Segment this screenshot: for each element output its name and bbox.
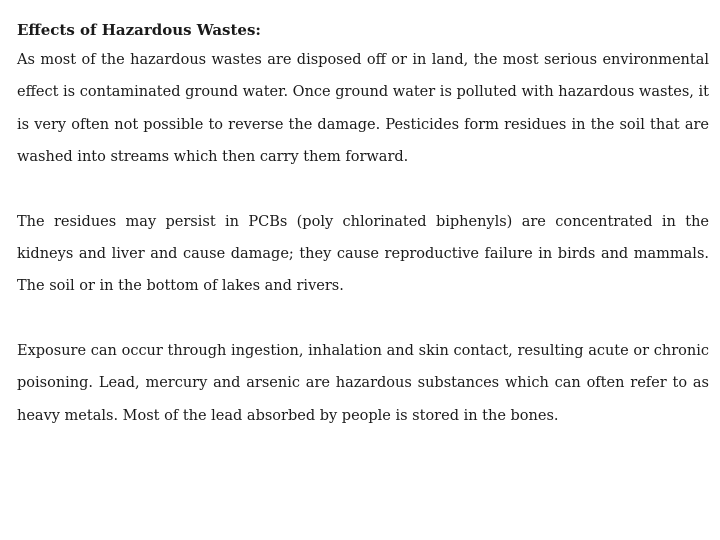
paragraph-pcb-residues: The residues may persist in PCBs (poly chlorinated biphenyls) are concentrated in the kidneys and liver and cause damage; they cause reproductive failure in birds and mammals. The soil or in the bottom of lakes and rivers. bbox=[17, 213, 709, 295]
document-page bbox=[17, 14, 709, 432]
paragraph-ground-water: As most of the hazardous wastes are disposed off or in land, the most serious environmental effect is contaminated ground water. Once ground water is polluted with hazardous wastes, it is very often not possible to reverse the damage. Pesticides form residues in the soil that are washed into streams which then carry them forward. bbox=[17, 52, 709, 166]
section-heading: Effects of Hazardous Wastes: bbox=[17, 21, 261, 39]
paragraph-exposure: Exposure can occur through ingestion, inhalation and skin contact, resulting acute or chronic poisoning. Lead, mercury and arsenic are hazardous substances which can often refer to as heavy metals. Most of the lead absorbed by people is stored in the bones. bbox=[17, 342, 709, 424]
